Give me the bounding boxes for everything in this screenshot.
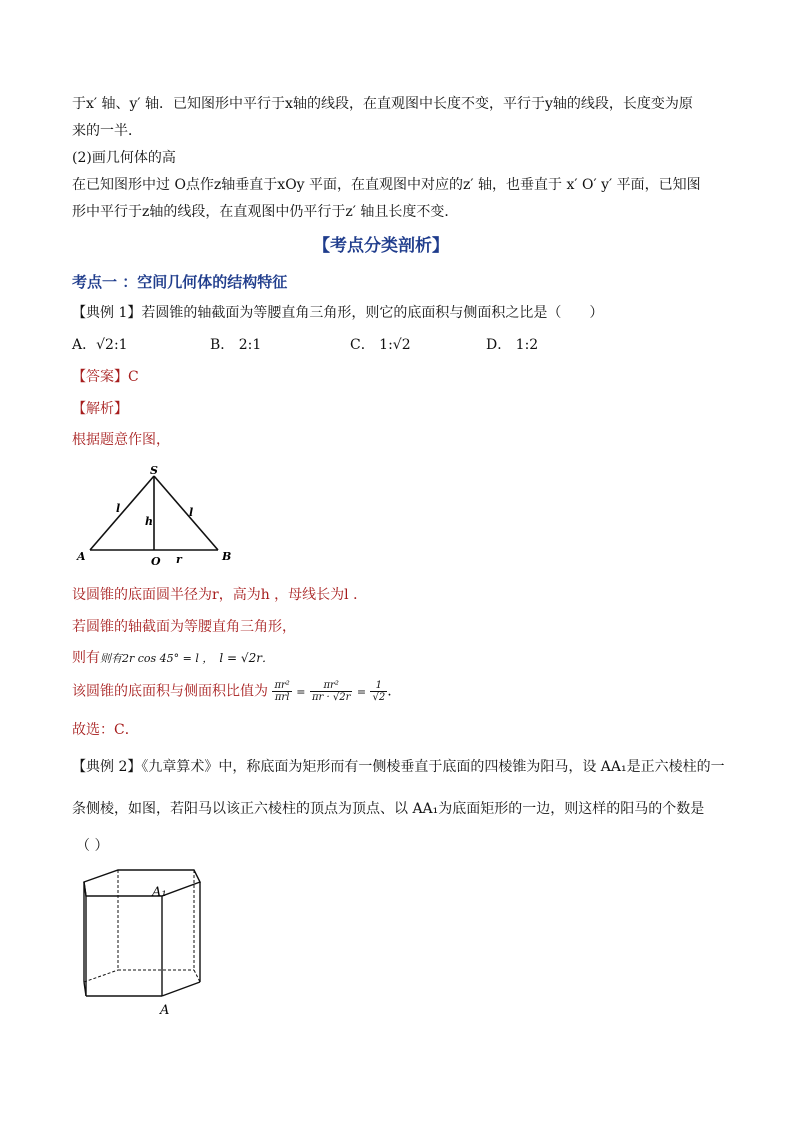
solution-line-3 bbox=[72, 648, 274, 669]
top-hexagon bbox=[84, 870, 200, 896]
fraction-3-num: 1 bbox=[370, 680, 387, 692]
equals-1: = bbox=[296, 685, 306, 699]
intro-line-1: 于x′ 轴、y′ 轴．已知图形中平行于x轴的线段，在直观图中长度不变，平行于y轴的线段，长度变为原 bbox=[72, 96, 693, 112]
solution-line-4 bbox=[72, 680, 392, 703]
label-s: S bbox=[150, 464, 158, 477]
label-b: B bbox=[222, 550, 232, 563]
answer-label: 【答案】C bbox=[72, 369, 139, 385]
bottom-right-edge bbox=[162, 982, 200, 996]
draw-note: 根据题意作图， bbox=[72, 432, 170, 448]
option-d: D． 1:2 bbox=[486, 337, 539, 353]
example-2-stem-1: 【典例 2】《九章算术》中，称底面为矩形而有一侧棱垂直于底面的四棱锥为阳马，设 AA₁是正六棱柱的一 bbox=[72, 759, 725, 775]
intro-line-3: 在已知图形中过 O点作z轴垂直于xOy 平面，在直观图中对应的z′ 轴，也垂直于 x′ O′ y′ 平面，已知图 bbox=[72, 177, 701, 193]
equation-l: l = √2r． bbox=[219, 651, 274, 665]
example-1-stem: 【典例 1】若圆锥的轴截面为等腰直角三角形，则它的底面积与侧面积之比是（ ） bbox=[72, 305, 604, 321]
intro-item-2-title: (2)画几何体的高 bbox=[72, 150, 176, 166]
fraction-2-den: πr · √2r bbox=[311, 692, 351, 703]
analysis-label: 【解析】 bbox=[72, 401, 128, 417]
period: . bbox=[387, 683, 392, 700]
fraction-1-num: πr² bbox=[274, 680, 290, 691]
bottom-back-edge-3 bbox=[194, 970, 200, 982]
cone-axial-section-figure bbox=[70, 462, 240, 570]
label-a1: A₁ bbox=[152, 885, 167, 900]
edge-sb bbox=[154, 476, 218, 550]
solution-line-1: 设圆锥的底面圆半径为r，高为h ，母线长为l ． bbox=[72, 587, 368, 603]
example-2-paren: （ ） bbox=[76, 838, 109, 854]
hexagonal-prism-figure bbox=[76, 862, 216, 1022]
equals-2: = bbox=[356, 685, 367, 699]
edge-sa bbox=[90, 476, 154, 550]
fraction-2 bbox=[310, 680, 352, 703]
label-l-left: l bbox=[116, 502, 121, 515]
option-a: A．√2:1 bbox=[72, 337, 128, 353]
label-r: r bbox=[176, 553, 182, 566]
label-a: A bbox=[160, 1003, 170, 1018]
fraction-3-den: √2 bbox=[372, 692, 386, 703]
label-h: h bbox=[145, 515, 153, 528]
fraction-2-num: πr² bbox=[310, 680, 352, 692]
bottom-back-edge-1 bbox=[84, 970, 118, 982]
section-title: 【考点分类剖析】 bbox=[313, 236, 449, 256]
solution-line-5: 故选：C． bbox=[72, 722, 139, 738]
equation-cos: 则有2r cos 45° = l ， bbox=[100, 652, 214, 665]
label-l-right: l bbox=[189, 506, 194, 519]
fraction-1 bbox=[272, 680, 291, 703]
fraction-3 bbox=[370, 680, 387, 703]
solution-line-2: 若圆锥的轴截面为等腰直角三角形， bbox=[72, 619, 296, 635]
intro-line-2: 来的一半． bbox=[72, 123, 142, 139]
fraction-1-den: πrl bbox=[274, 692, 290, 703]
intro-line-4: 形中平行于z轴的线段，在直观图中仍平行于z′ 轴且长度不变． bbox=[72, 204, 459, 220]
label-o: O bbox=[151, 555, 161, 568]
option-c: C． 1:√2 bbox=[350, 337, 411, 353]
topic-heading: 考点一 ：空间几何体的结构特征 bbox=[72, 273, 288, 291]
solution-line-3-prefix: 则有 bbox=[72, 650, 100, 666]
ratio-prefix: 该圆锥的底面积与侧面积比值为 bbox=[72, 683, 268, 700]
example-2-stem-2: 条侧棱，如图，若阳马以该正六棱柱的顶点为顶点、以 AA₁为底面矩形的一边，则这样的阳马的个数是 bbox=[72, 801, 705, 817]
option-b: B． 2:1 bbox=[210, 337, 262, 353]
label-a: A bbox=[77, 550, 86, 563]
